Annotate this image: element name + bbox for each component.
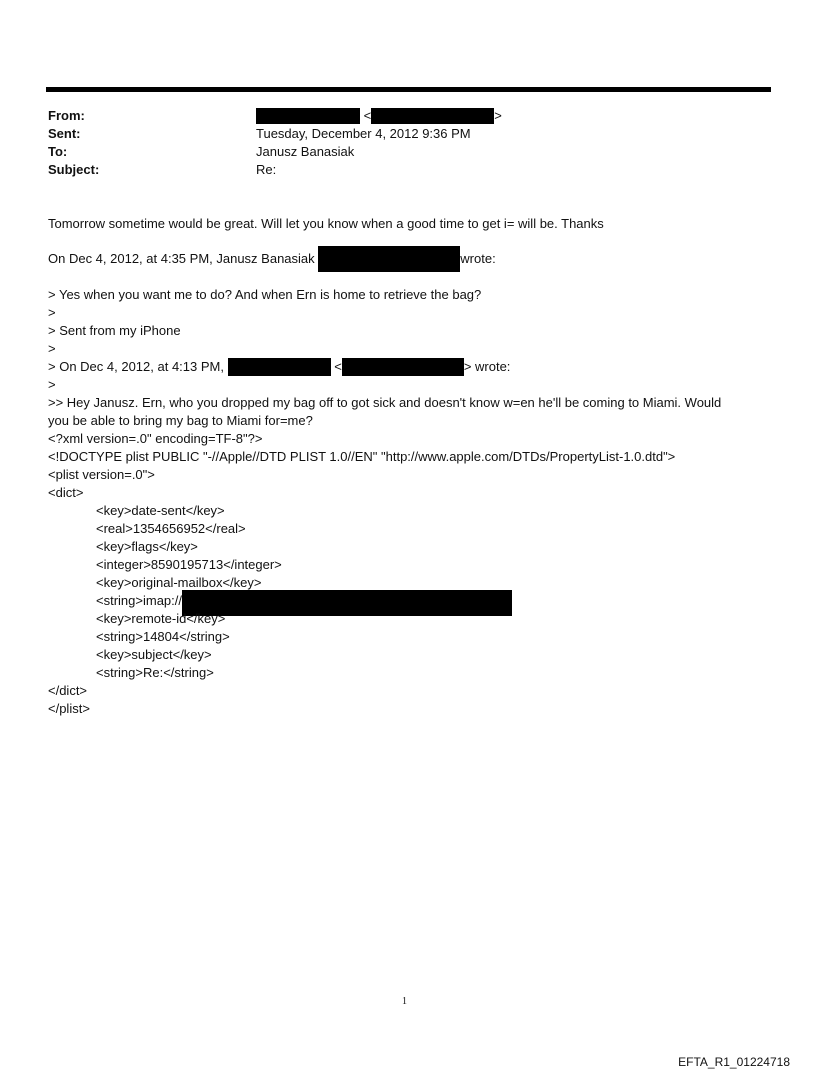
body-line: <string>14804</string> bbox=[96, 629, 230, 644]
redaction-box bbox=[342, 358, 464, 376]
quote-intro-text: On Dec 4, 2012, at 4:35 PM, Janusz Banasiak bbox=[48, 251, 315, 266]
body-line: <key>date-sent</key> bbox=[96, 503, 225, 518]
body-line: <key>flags</key> bbox=[96, 539, 198, 554]
from-open-bracket: < bbox=[363, 108, 372, 123]
body-line: </dict> bbox=[48, 683, 88, 698]
body-line: <key>subject</key> bbox=[96, 647, 212, 662]
body-line: > bbox=[48, 305, 56, 320]
body-line: Tomorrow sometime would be great. Will let you know when a good time to get i= will be. Thanks bbox=[48, 216, 604, 231]
body-line bbox=[48, 358, 510, 376]
header-rule bbox=[46, 87, 771, 92]
body-line: > Sent from my iPhone bbox=[48, 323, 181, 338]
body-line: you be able to bring my bag to Miami for=me? bbox=[48, 413, 313, 428]
body-line: > bbox=[48, 341, 56, 356]
body-line: <string>Re:</string> bbox=[96, 665, 214, 680]
body-line: <?xml version=.0" encoding=TF-8"?> bbox=[48, 431, 263, 446]
body-line: <key>original-mailbox</key> bbox=[96, 575, 262, 590]
from-close-bracket: > bbox=[494, 108, 502, 123]
subject-value: Re: bbox=[256, 162, 277, 177]
sent-value: Tuesday, December 4, 2012 9:36 PM bbox=[256, 126, 471, 141]
imap-string-text: <string>imap:// bbox=[96, 593, 182, 608]
nested-quote-wrote: > wrote: bbox=[463, 359, 511, 374]
redaction-box bbox=[182, 590, 512, 616]
subject-label: Subject: bbox=[48, 162, 100, 177]
nested-open-bracket: < bbox=[334, 359, 342, 374]
body-line bbox=[48, 250, 496, 272]
document-id: EFTA_R1_01224718 bbox=[678, 1055, 790, 1069]
to-label: To: bbox=[48, 144, 68, 159]
body-line: > bbox=[48, 377, 56, 392]
body-line: <dict> bbox=[48, 485, 84, 500]
body-line: >> Hey Janusz. Ern, who you dropped my bag off to got sick and doesn't know w=en he'll be coming to Miami. Would bbox=[48, 395, 722, 410]
body-line: </plist> bbox=[48, 701, 90, 716]
body-line: <integer>8590195713</integer> bbox=[96, 557, 282, 572]
redaction-box bbox=[228, 358, 331, 376]
body-line: > Yes when you want me to do? And when Ern is home to retrieve the bag? bbox=[48, 287, 482, 302]
redaction-box bbox=[256, 108, 360, 124]
to-value: Janusz Banasiak bbox=[256, 144, 355, 159]
redaction-box bbox=[318, 246, 460, 272]
sent-label: Sent: bbox=[48, 126, 81, 141]
body-line: <real>1354656952</real> bbox=[96, 521, 246, 536]
from-value bbox=[256, 107, 502, 125]
page-number: 1 bbox=[402, 996, 407, 1007]
body-line: <key>remote-id</key> bbox=[96, 611, 226, 626]
body-line: <plist version=.0"> bbox=[48, 467, 155, 482]
quote-intro-wrote: wrote: bbox=[460, 251, 496, 266]
nested-quote-intro: > On Dec 4, 2012, at 4:13 PM, bbox=[48, 359, 224, 374]
from-label: From: bbox=[48, 108, 85, 123]
body-line: <!DOCTYPE plist PUBLIC "-//Apple//DTD PLIST 1.0//EN" "http://www.apple.com/DTDs/PropertyList-1.0.dtd"> bbox=[48, 449, 676, 464]
redaction-box bbox=[371, 108, 494, 124]
